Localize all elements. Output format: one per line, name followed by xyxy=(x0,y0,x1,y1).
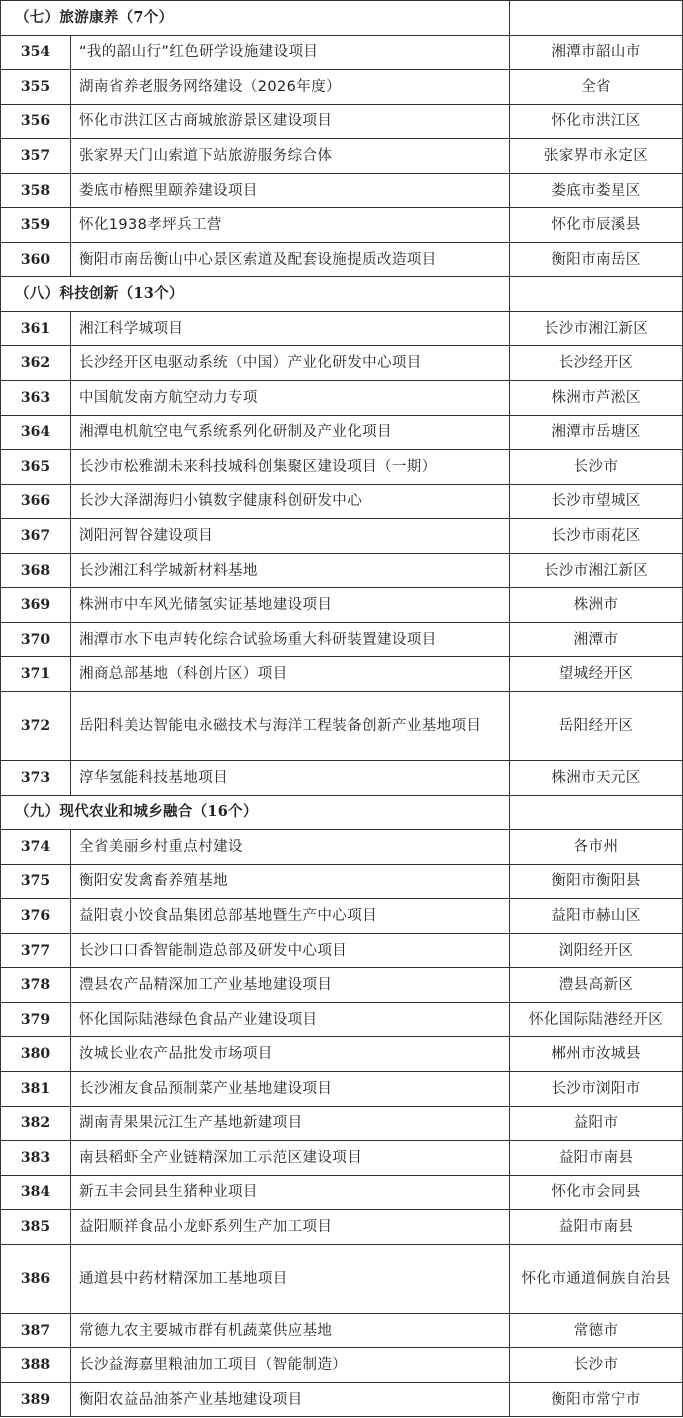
project-location: 益阳市南县 xyxy=(510,1210,683,1245)
project-number: 383 xyxy=(1,1141,71,1176)
project-location: 岳阳经开区 xyxy=(510,691,683,760)
project-name: 长沙湘江科学城新材料基地 xyxy=(71,553,510,588)
project-number: 371 xyxy=(1,657,71,692)
table-row xyxy=(1,1037,683,1072)
table-row xyxy=(1,173,683,208)
project-number: 364 xyxy=(1,415,71,450)
table-row xyxy=(1,139,683,174)
table-row xyxy=(1,588,683,623)
project-number: 381 xyxy=(1,1071,71,1106)
table-row xyxy=(1,381,683,416)
project-location: 益阳市赫山区 xyxy=(510,899,683,934)
project-location: 衡阳市南岳区 xyxy=(510,242,683,277)
table-row xyxy=(1,415,683,450)
project-location: 株洲市天元区 xyxy=(510,761,683,796)
table-row xyxy=(1,1313,683,1348)
project-location: 长沙市湘江新区 xyxy=(510,311,683,346)
project-location: 长沙经开区 xyxy=(510,346,683,381)
project-number: 380 xyxy=(1,1037,71,1072)
project-name: 长沙湘友食品预制菜产业基地建设项目 xyxy=(71,1071,510,1106)
project-number: 358 xyxy=(1,173,71,208)
project-location: 长沙市湘江新区 xyxy=(510,553,683,588)
table-row xyxy=(1,830,683,865)
project-number: 362 xyxy=(1,346,71,381)
project-location: 郴州市汝城县 xyxy=(510,1037,683,1072)
section-blank-cell xyxy=(510,795,683,830)
section-header-row xyxy=(1,277,683,312)
project-name: 南县稻虾全产业链精深加工示范区建设项目 xyxy=(71,1141,510,1176)
project-number: 357 xyxy=(1,139,71,174)
project-name: 全省美丽乡村重点村建设 xyxy=(71,830,510,865)
project-location: 湘潭市 xyxy=(510,622,683,657)
table-row xyxy=(1,1244,683,1313)
project-number: 359 xyxy=(1,208,71,243)
project-name: 娄底市椿熙里颐养建设项目 xyxy=(71,173,510,208)
project-name: “我的韶山行”红色研学设施建设项目 xyxy=(71,35,510,70)
section-title: （八）科技创新（13个） xyxy=(1,277,510,312)
table-row xyxy=(1,484,683,519)
project-name: 汝城长业农产品批发市场项目 xyxy=(71,1037,510,1072)
project-name: 湘商总部基地（科创片区）项目 xyxy=(71,657,510,692)
project-location: 浏阳经开区 xyxy=(510,933,683,968)
project-number: 387 xyxy=(1,1313,71,1348)
project-number: 366 xyxy=(1,484,71,519)
project-name: 益阳袁小饺食品集团总部基地暨生产中心项目 xyxy=(71,899,510,934)
project-name: 浏阳河智谷建设项目 xyxy=(71,519,510,554)
table-row xyxy=(1,691,683,760)
project-name: 通道县中药材精深加工基地项目 xyxy=(71,1244,510,1313)
project-location: 长沙市浏阳市 xyxy=(510,1071,683,1106)
table-row xyxy=(1,450,683,485)
project-name: 衡阳农益品油茶产业基地建设项目 xyxy=(71,1382,510,1417)
table-row xyxy=(1,519,683,554)
table-row xyxy=(1,70,683,105)
section-blank-cell xyxy=(510,277,683,312)
project-number: 386 xyxy=(1,1244,71,1313)
project-name: 中国航发南方航空动力专项 xyxy=(71,381,510,416)
project-number: 379 xyxy=(1,1002,71,1037)
table-row xyxy=(1,761,683,796)
project-name: 岳阳科美达智能电永磁技术与海洋工程装备创新产业基地项目 xyxy=(71,691,510,760)
project-name: 怀化1938孝坪兵工营 xyxy=(71,208,510,243)
project-number: 354 xyxy=(1,35,71,70)
project-number: 368 xyxy=(1,553,71,588)
project-location: 湘潭市岳塘区 xyxy=(510,415,683,450)
project-location: 益阳市南县 xyxy=(510,1141,683,1176)
section-blank-cell xyxy=(510,1,683,36)
project-name: 新五丰会同县生猪种业项目 xyxy=(71,1175,510,1210)
project-location: 衡阳市常宁市 xyxy=(510,1382,683,1417)
project-location: 望城经开区 xyxy=(510,657,683,692)
project-number: 388 xyxy=(1,1348,71,1383)
table-row xyxy=(1,553,683,588)
project-name: 长沙口口香智能制造总部及研发中心项目 xyxy=(71,933,510,968)
project-location: 怀化市通道侗族自治县 xyxy=(510,1244,683,1313)
project-location: 株洲市芦淞区 xyxy=(510,381,683,416)
table-row xyxy=(1,622,683,657)
project-location: 怀化市洪江区 xyxy=(510,104,683,139)
project-location: 常德市 xyxy=(510,1313,683,1348)
project-name: 衡阳安发禽畜养殖基地 xyxy=(71,864,510,899)
project-location: 益阳市 xyxy=(510,1106,683,1141)
project-name: 常德九农主要城市群有机蔬菜供应基地 xyxy=(71,1313,510,1348)
project-name: 湘江科学城项目 xyxy=(71,311,510,346)
project-name: 长沙大泽湖海归小镇数字健康科创研发中心 xyxy=(71,484,510,519)
project-number: 360 xyxy=(1,242,71,277)
table-row xyxy=(1,899,683,934)
table-row xyxy=(1,657,683,692)
table-row xyxy=(1,208,683,243)
project-name: 株洲市中车风光储氢实证基地建设项目 xyxy=(71,588,510,623)
project-number: 363 xyxy=(1,381,71,416)
table-row xyxy=(1,1141,683,1176)
project-location: 各市州 xyxy=(510,830,683,865)
project-location: 长沙市望城区 xyxy=(510,484,683,519)
table-row xyxy=(1,104,683,139)
project-number: 367 xyxy=(1,519,71,554)
project-number: 389 xyxy=(1,1382,71,1417)
table-row xyxy=(1,242,683,277)
project-name: 淳华氢能科技基地项目 xyxy=(71,761,510,796)
table-row xyxy=(1,1382,683,1417)
table-row xyxy=(1,1071,683,1106)
project-location: 张家界市永定区 xyxy=(510,139,683,174)
project-number: 356 xyxy=(1,104,71,139)
project-number: 370 xyxy=(1,622,71,657)
project-location: 娄底市娄星区 xyxy=(510,173,683,208)
section-header-row xyxy=(1,1,683,36)
project-name: 长沙益海嘉里粮油加工项目（智能制造） xyxy=(71,1348,510,1383)
project-location: 全省 xyxy=(510,70,683,105)
project-location: 株洲市 xyxy=(510,588,683,623)
project-number: 378 xyxy=(1,968,71,1003)
project-number: 384 xyxy=(1,1175,71,1210)
project-name: 怀化市洪江区古商城旅游景区建设项目 xyxy=(71,104,510,139)
project-location: 长沙市 xyxy=(510,1348,683,1383)
project-number: 365 xyxy=(1,450,71,485)
table-row xyxy=(1,864,683,899)
project-location: 衡阳市衡阳县 xyxy=(510,864,683,899)
project-name: 益阳顺祥食品小龙虾系列生产加工项目 xyxy=(71,1210,510,1245)
project-name: 湘潭市水下电声转化综合试验场重大科研装置建设项目 xyxy=(71,622,510,657)
table-row xyxy=(1,346,683,381)
table-row xyxy=(1,1002,683,1037)
project-number: 361 xyxy=(1,311,71,346)
table-row xyxy=(1,35,683,70)
project-number: 372 xyxy=(1,691,71,760)
section-title: （九）现代农业和城乡融合（16个） xyxy=(1,795,510,830)
table-row xyxy=(1,1175,683,1210)
project-name: 长沙经开区电驱动系统（中国）产业化研发中心项目 xyxy=(71,346,510,381)
section-header-row xyxy=(1,795,683,830)
project-number: 385 xyxy=(1,1210,71,1245)
table-row xyxy=(1,1210,683,1245)
project-name: 衡阳市南岳衡山中心景区索道及配套设施提质改造项目 xyxy=(71,242,510,277)
project-number: 374 xyxy=(1,830,71,865)
project-name: 张家界天门山索道下站旅游服务综合体 xyxy=(71,139,510,174)
table-row xyxy=(1,933,683,968)
project-location: 湘潭市韶山市 xyxy=(510,35,683,70)
project-name: 怀化国际陆港绿色食品产业建设项目 xyxy=(71,1002,510,1037)
project-name: 湘潭电机航空电气系统系列化研制及产业化项目 xyxy=(71,415,510,450)
project-location: 澧县高新区 xyxy=(510,968,683,1003)
project-number: 369 xyxy=(1,588,71,623)
project-number: 377 xyxy=(1,933,71,968)
table-row xyxy=(1,1106,683,1141)
table-row xyxy=(1,311,683,346)
section-title: （七）旅游康养（7个） xyxy=(1,1,510,36)
project-name: 澧县农产品精深加工产业基地建设项目 xyxy=(71,968,510,1003)
project-table-body xyxy=(1,1,683,1417)
project-location: 怀化国际陆港经开区 xyxy=(510,1002,683,1037)
project-number: 376 xyxy=(1,899,71,934)
project-name: 湖南省养老服务网络建设（2026年度） xyxy=(71,70,510,105)
project-number: 355 xyxy=(1,70,71,105)
project-location: 长沙市 xyxy=(510,450,683,485)
project-location: 长沙市雨花区 xyxy=(510,519,683,554)
project-location: 怀化市会同县 xyxy=(510,1175,683,1210)
project-location: 怀化市辰溪县 xyxy=(510,208,683,243)
project-number: 382 xyxy=(1,1106,71,1141)
table-row xyxy=(1,1348,683,1383)
project-number: 373 xyxy=(1,761,71,796)
project-number: 375 xyxy=(1,864,71,899)
table-row xyxy=(1,968,683,1003)
project-name: 湖南青果果沅江生产基地新建项目 xyxy=(71,1106,510,1141)
project-name: 长沙市松雅湖未来科技城科创集聚区建设项目（一期） xyxy=(71,450,510,485)
